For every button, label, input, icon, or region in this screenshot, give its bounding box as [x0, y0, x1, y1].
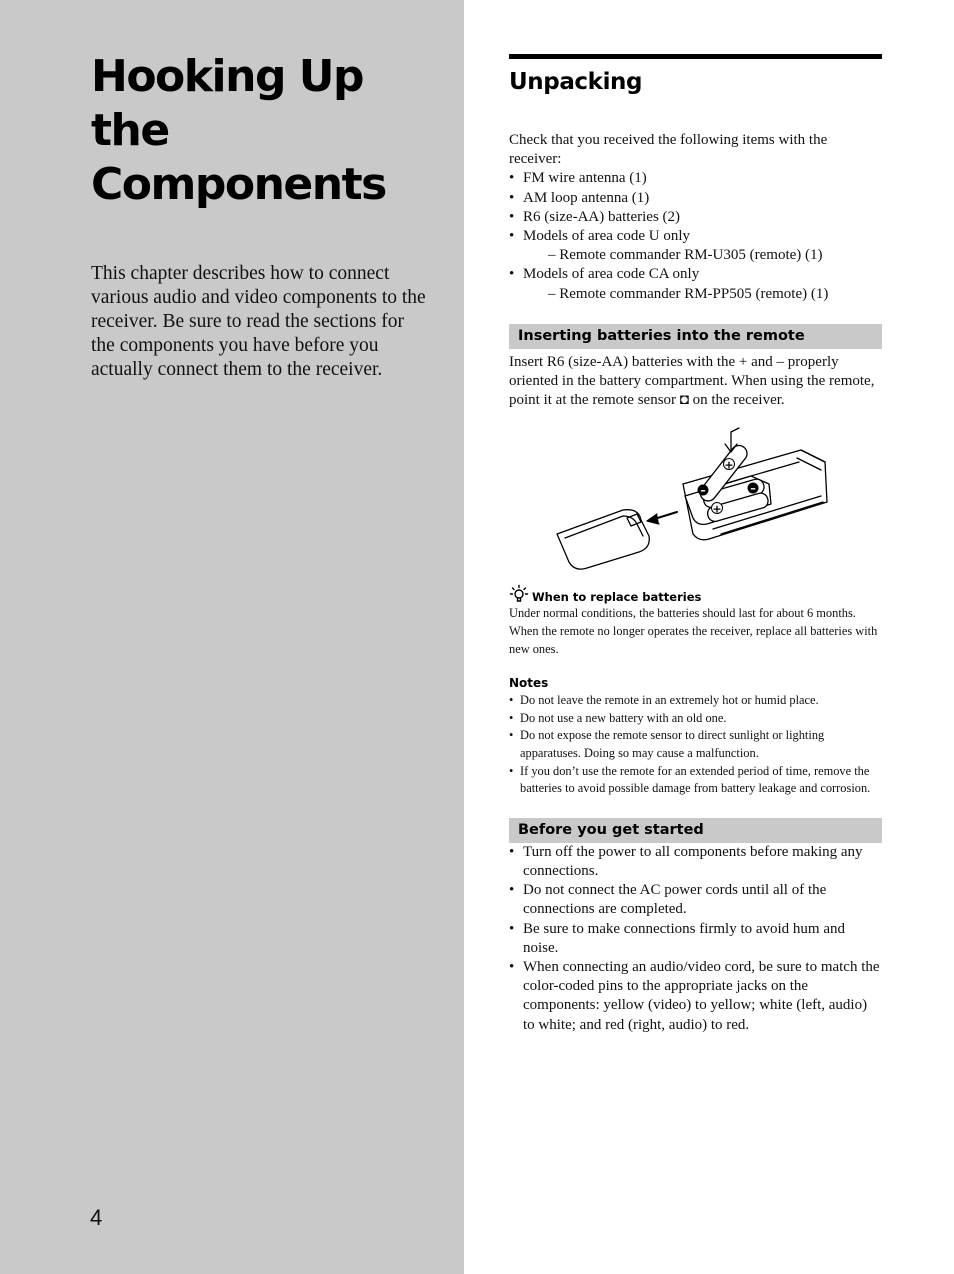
note-item: • Do not expose the remote sensor to direct sunlight or lighting apparatuses. Doing so may cause a malfunction. — [509, 727, 882, 762]
chapter-intro: This chapter describes how to connect various audio and video components to the receiver. Be sure to read the sections for the components you have before you actually connect them to the receiver. — [91, 263, 426, 380]
list-item: • Do not connect the AC power cords until all of the connections are completed. — [509, 881, 882, 919]
notes-list — [509, 692, 882, 798]
unpacking-intro: Check that you received the following items with the receiver: — [509, 132, 828, 168]
lightbulb-icon — [509, 584, 529, 604]
tip-heading-label: When to replace batteries — [532, 590, 702, 605]
unpacking-list — [509, 169, 882, 303]
before-start-list — [509, 843, 882, 1035]
tip-heading — [509, 584, 882, 604]
tip-text: Under normal conditions, the batteries should last for about 6 months. When the remote no longer operates the receiver, replace all batteries with new ones. — [509, 606, 878, 656]
section-title-unpacking: Unpacking — [509, 69, 643, 95]
page-number: 4 — [90, 1205, 103, 1230]
batteries-instructions: Insert R6 (size-AA) batteries with the + and – properly oriented in the battery compartment. When using the remote, point it at the remote sensor ◘ on the receiver. — [509, 353, 875, 409]
content-column — [509, 54, 882, 1035]
note-item: • Do not use a new battery with an old one. — [509, 710, 882, 728]
list-subitem: – Remote commander RM-U305 (remote) (1) — [548, 247, 823, 264]
list-item: • Be sure to make connections firmly to avoid hum and noise. — [509, 920, 882, 958]
note-item: • Do not leave the remote in an extremely hot or humid place. — [509, 692, 882, 710]
list-item: • Turn off the power to all components before making any connections. — [509, 843, 882, 881]
svg-text:–: – — [750, 482, 756, 496]
list-subitem: – Remote commander RM-PP505 (remote) (1) — [548, 285, 829, 302]
svg-text:+: + — [712, 502, 722, 516]
notes-heading: Notes — [509, 676, 549, 691]
remote-battery-illustration — [553, 424, 829, 574]
list-item: • Models of area code CA only – Remote commander RM-PP505 (remote) (1) — [509, 265, 882, 303]
chapter-sidebar — [0, 0, 464, 1274]
section-rule — [509, 54, 882, 59]
subsection-heading-batteries: Inserting batteries into the remote — [509, 324, 882, 349]
list-item: • FM wire antenna (1) — [509, 169, 882, 188]
list-item: • AM loop antenna (1) — [509, 189, 882, 208]
subsection-heading-before-start: Before you get started — [509, 818, 882, 843]
chapter-title: Hooking Up the Components — [91, 51, 386, 210]
note-item: • If you don’t use the remote for an extended period of time, remove the batteries to avoid possible damage from battery leakage and corrosion. — [509, 763, 882, 798]
list-item: • R6 (size-AA) batteries (2) — [509, 208, 882, 227]
list-item: • Models of area code U only – Remote commander RM-U305 (remote) (1) — [509, 227, 882, 265]
list-item: • When connecting an audio/video cord, be sure to match the color-coded pins to the appropriate jacks on the components: yellow (video) to yellow; white (left, audio) to white; and red (right, audio) to red. — [509, 958, 882, 1035]
svg-text:–: – — [700, 484, 706, 498]
svg-text:+: + — [724, 458, 734, 472]
